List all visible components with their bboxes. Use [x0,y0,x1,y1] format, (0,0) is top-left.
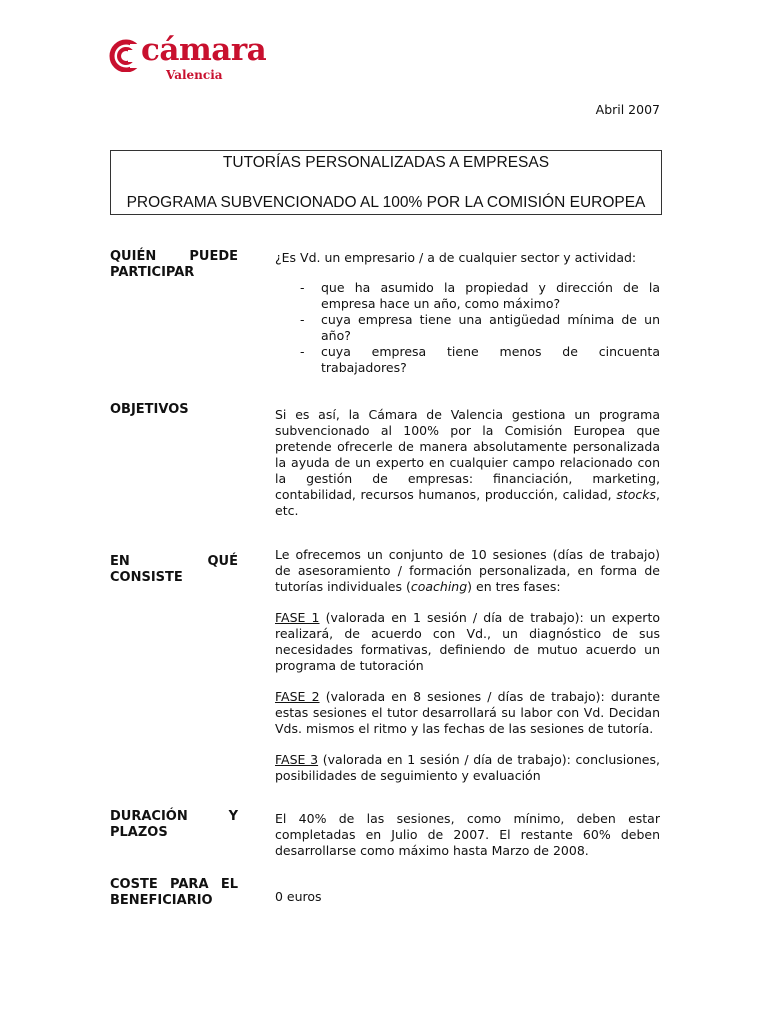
list-item: - cuya empresa tiene una antigüedad mínima de un año? [300,312,660,343]
title-box [110,150,662,215]
label-en-que-consiste: EN QUÉ CONSISTE [110,554,238,585]
document-date: Abril 2007 [595,102,660,117]
camara-c-logo-icon [108,36,144,72]
consiste-fase-2: FASE 2 (valorada en 8 sesiones / días de trabajo): durante estas sesiones el tutor desarrollará su labor con Vd. Decidan Vds. mismos el ritmo y las fechas de las sesiones de tutoría. [275,689,661,736]
quien-intro: ¿Es Vd. un empresario / a de cualquier sector y actividad: [275,250,637,265]
consiste-fase-1: FASE 1 (valorada en 1 sesión / día de trabajo): un experto realizará, de acuerdo con Vd., un diagnóstico de sus necesidades formativas, definiendo de mutuo acuerdo un programa de tutoración [275,610,660,673]
title-line-1: TUTORÍAS PERSONALIZADAS A EMPRESAS [222,154,550,171]
consiste-fase-3: FASE 3 (valorada en 1 sesión / día de trabajo): conclusiones, posibilidades de seguimiento y evaluación [275,752,660,783]
logo-city-text: Valencia [166,68,223,82]
list-item: - que ha asumido la propiedad y dirección de la empresa hace un año, como máximo? [300,280,660,311]
section-coste [275,889,660,905]
section-consiste [275,547,660,784]
label-objetivos: OBJETIVOS [110,402,189,417]
label-duracion-y-plazos: DURACIÓN Y PLAZOS [110,809,238,840]
section-objetivos [275,407,660,519]
objetivos-text: Si es así, la Cámara de Valencia gestiona un programa subvencionado al 100% por la Comisión Europea que pretende ofrecerle de manera absolutamente personalizada la ayuda de un experto en cualquier campo relacionado con la gestión de empresas: financiación, marketing, contabilidad, recursos humanos, producción, calidad, stocks, etc. [275,407,660,518]
coste-text: 0 euros [275,889,322,904]
section-quien [275,250,660,376]
title-line-2: PROGRAMA SUBVENCIONADO AL 100% POR LA COMISIÓN EUROPEA [126,194,646,211]
section-duracion [275,811,660,859]
duracion-text: El 40% de las sesiones, como mínimo, deben estar completadas en Julio de 2007. El restante 60% deben desarrollarse como máximo hasta Marzo de 2008. [275,811,660,858]
quien-bullet-list [275,280,660,376]
logo-brand-text: cámara [141,32,267,68]
list-item: - cuya empresa tiene menos de cincuenta trabajadores? [300,344,660,375]
label-quien-puede-participar: QUIÉN PUEDE PARTICIPAR [110,249,238,280]
camara-valencia-logo [108,32,268,86]
label-coste-para-el-beneficiario: COSTE PARA EL BENEFICIARIO [110,877,238,908]
consiste-intro: Le ofrecemos un conjunto de 10 sesiones (días de trabajo) de asesoramiento / formación personalizada, en forma de tutorías individuales (coaching) en tres fases: [275,547,660,594]
